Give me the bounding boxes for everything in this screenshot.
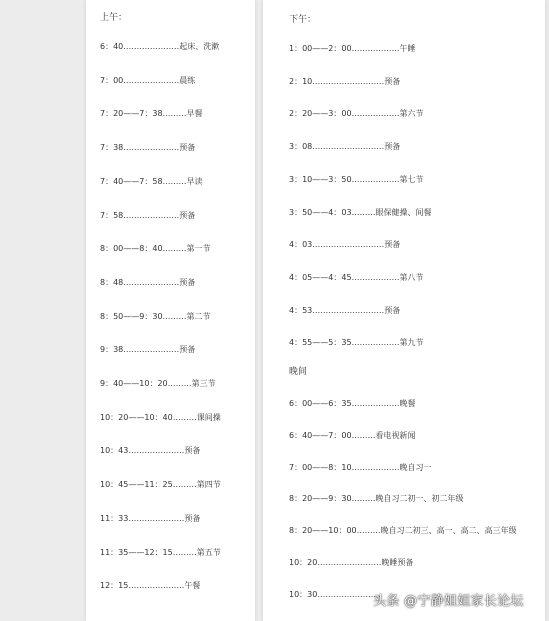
- morning-schedule-row: 8：48…………………预备: [100, 277, 196, 287]
- evening-schedule-row: 10：30……………………: [289, 589, 382, 599]
- morning-schedule-row: 7：40——7：58………早读: [100, 176, 203, 186]
- afternoon-schedule-row: 3：10——3：50………………第七节: [289, 174, 424, 184]
- evening-schedule-row: 8：20——10：00………晚自习二初三、高一、高二、高三年级: [289, 526, 517, 536]
- evening-heading: 晚间: [289, 367, 308, 377]
- afternoon-schedule-row: 1：00——2：00………………午睡: [289, 44, 416, 53]
- afternoon-schedule-row: 3：50——4：03………眼保健操、间餐: [289, 207, 432, 217]
- morning-schedule-row: 9：40——10：20………第三节: [100, 379, 216, 388]
- morning-schedule-row: 7：38…………………预备: [100, 143, 196, 153]
- morning-schedule-row: 11：35——12：15………第五节: [100, 547, 221, 557]
- afternoon-schedule-row: 2：20——3：00………………第六节: [289, 109, 424, 119]
- evening-schedule-row: 8：20——9：30………晚自习二初一、初二年级: [289, 494, 464, 504]
- morning-schedule-row: 7：58…………………预备: [100, 210, 196, 220]
- afternoon-schedule-row: 3：08………………………预备: [289, 142, 401, 152]
- afternoon-schedule-row: 4：55——5：35………………第九节: [289, 338, 424, 348]
- morning-schedule-row: 10：45——11：25………第四节: [100, 480, 221, 490]
- evening-schedule-row: 6：00——6：35………………晚餐: [289, 399, 416, 408]
- evening-schedule-row: 10：20……………………晚睡预备: [289, 558, 414, 567]
- afternoon-schedule-row: 2：10………………………预备: [289, 76, 401, 86]
- watermark: 头条 @宁静姐姐家长论坛: [373, 594, 524, 609]
- evening-schedule-row: 7：00——8：10………………晚自习一: [289, 462, 432, 472]
- evening-schedule-row: 6：40——7：00………看电视新闻: [289, 430, 416, 440]
- morning-schedule-row: 8：50——9：30………第二节: [100, 311, 211, 321]
- morning-heading: 上午：: [100, 13, 128, 23]
- morning-schedule-row: 6：40…………………起床、洗漱: [100, 42, 220, 51]
- morning-schedule-row: 7：20——7：38………早餐: [100, 109, 203, 119]
- morning-schedule-row: 10：20——10：40………课间操: [100, 412, 221, 422]
- morning-schedule-row: 9：38…………………预备: [100, 345, 196, 355]
- afternoon-schedule-row: 4：03………………………预备: [289, 240, 401, 250]
- afternoon-schedule-row: 4：53………………………预备: [289, 305, 401, 315]
- morning-schedule-row: 11：33…………………预备: [100, 513, 201, 523]
- afternoon-schedule-row: 4：05——4：45………………第八节: [289, 272, 424, 282]
- morning-schedule-row: 8：00——8：40………第一节: [100, 244, 211, 254]
- afternoon-heading: 下午：: [289, 15, 317, 25]
- morning-schedule-column: [86, 0, 255, 621]
- morning-schedule-row: 12：15…………………午餐: [100, 581, 201, 591]
- morning-schedule-row: 7：00…………………晨练: [100, 75, 196, 85]
- morning-schedule-row: 10：43…………………预备: [100, 446, 201, 456]
